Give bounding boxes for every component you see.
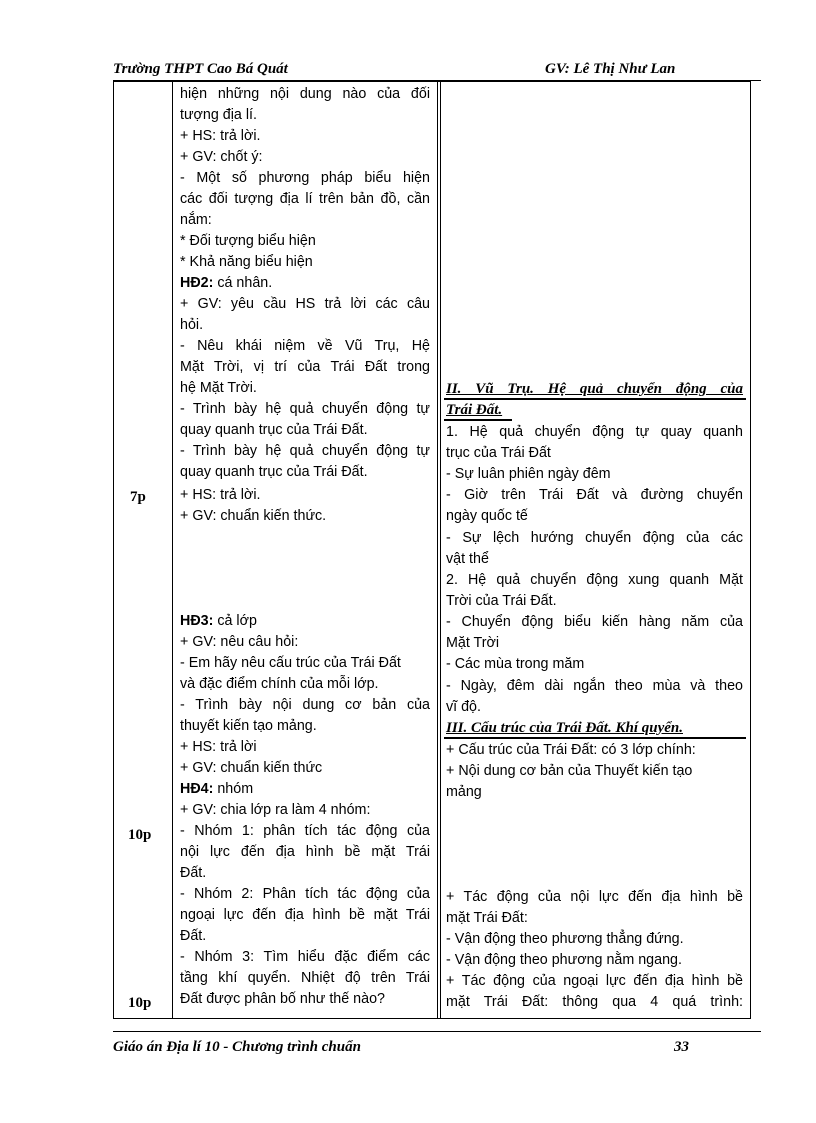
page-number: 33 <box>674 1039 689 1055</box>
column-divider-1 <box>172 82 173 1018</box>
content-line: - Sự lệch hướng chuyển động của các <box>446 530 743 546</box>
activity-line: - Trình bày hệ quả chuyển động tự <box>180 401 430 417</box>
header-teacher: GV: Lê Thị Như Lan <box>545 61 676 77</box>
activity-line: ngoại lực đến địa hình bề mặt Trái <box>180 907 430 923</box>
activity-line: hiện những nội dung nào của đối <box>180 86 430 102</box>
activity-line: quay quanh trục của Trái Đất. <box>180 422 368 438</box>
activity-line: + HS: trả lời. <box>180 128 261 144</box>
column-divider-2b <box>440 82 441 1018</box>
activity-heading-hd4 <box>180 779 430 800</box>
activity-line: và đặc điểm chính của mỗi lớp. <box>180 676 379 692</box>
activity-line: thuyết kiến tạo mảng. <box>180 718 317 734</box>
section-3-rule <box>444 737 746 739</box>
content-line: - Các mùa trong măm <box>446 656 585 672</box>
content-line: vật thể <box>446 551 489 567</box>
content-line: + Cấu trúc của Trái Đất: có 3 lớp chính: <box>446 742 696 758</box>
content-line: vĩ độ. <box>446 699 481 715</box>
activity-line: + GV: chốt ý: <box>180 149 263 165</box>
activity-line: - Trình bày nội dung cơ bản của <box>180 697 430 713</box>
activity-line: tầng khí quyển. Nhiệt độ trên Trái <box>180 970 430 986</box>
hd4-label: HĐ4: <box>180 781 214 797</box>
content-line: ngày quốc tế <box>446 508 528 524</box>
content-line: - Giờ trên Trái Đất và đường chuyển <box>446 487 743 503</box>
activity-line: + HS: trả lời <box>180 739 257 755</box>
activity-line: - Nhóm 2: Phân tích tác động của <box>180 886 430 902</box>
time-7p: 7p <box>130 489 146 505</box>
section-2-title-cont: Trái Đất. <box>446 402 503 418</box>
header-school: Trường THPT Cao Bá Quát <box>113 61 288 77</box>
activity-line: tượng địa lí. <box>180 107 257 123</box>
activity-line: + HS: trả lời. <box>180 487 261 503</box>
content-line: 2. Hệ quả chuyển động xung quanh Mặt <box>446 572 743 588</box>
content-line: + Tác động của nội lực đến địa hình bề <box>446 889 743 905</box>
activity-line: + GV: yêu cầu HS trả lời các câu <box>180 296 430 312</box>
hd2-text: cá nhân. <box>213 275 273 291</box>
content-line: Mặt Trời <box>446 635 500 651</box>
column-divider-2 <box>437 82 438 1018</box>
activity-line: quay quanh trục của Trái Đất. <box>180 464 368 480</box>
activity-heading-hd3 <box>180 611 430 632</box>
section-2-rule-b <box>444 419 512 421</box>
content-line: mặt Trái Đất: thông qua 4 quá trình: <box>446 994 743 1010</box>
section-3-title: III. Cấu trúc của Trái Đất. Khí quyển. <box>446 720 683 736</box>
activity-line: Mặt Trời, vị trí của Trái Đất trong <box>180 359 430 375</box>
content-line: 1. Hệ quả chuyển động tự quay quanh <box>446 424 743 440</box>
activity-line: Đất. <box>180 865 207 881</box>
content-line: - Vận động theo phương thẳng đứng. <box>446 931 684 947</box>
content-line: + Nội dung cơ bản của Thuyết kiến tạo <box>446 763 693 779</box>
content-line: trục của Trái Đất <box>446 445 551 461</box>
activity-line: hệ Mặt Trời. <box>180 380 257 396</box>
hd3-text: cả lớp <box>213 613 257 629</box>
content-line: - Sự luân phiên ngày đêm <box>446 466 611 482</box>
activity-heading-hd2 <box>180 273 430 294</box>
section-2-rule <box>444 398 746 400</box>
content-line: + Tác động của ngoại lực đến địa hình bề <box>446 973 743 989</box>
activity-line: + GV: chia lớp ra làm 4 nhóm: <box>180 802 371 818</box>
activity-line: * Đối tượng biểu hiện <box>180 233 316 249</box>
hd4-text: nhóm <box>213 781 254 797</box>
activity-line: Đất. <box>180 928 207 944</box>
content-line: Trời của Trái Đất. <box>446 593 557 609</box>
activity-line: + GV: nêu câu hỏi: <box>180 634 299 650</box>
activity-line: nội lực đến địa hình bề mặt Trái <box>180 844 430 860</box>
activity-line: * Khả năng biểu hiện <box>180 254 313 270</box>
activity-line: Đất được phân bố như thế nào? <box>180 991 385 1007</box>
footer-title: Giáo án Địa lí 10 - Chương trình chuẩn <box>113 1039 361 1055</box>
activity-line: hỏi. <box>180 317 204 333</box>
content-line: - Chuyển động biểu kiến hàng năm của <box>446 614 743 630</box>
activity-line: + GV: chuẩn kiến thức. <box>180 508 327 524</box>
hd3-label: HĐ3: <box>180 613 214 629</box>
activity-line: nắm: <box>180 212 212 228</box>
content-line: mảng <box>446 784 482 800</box>
activity-line: - Trình bày hệ quả chuyển động tự <box>180 443 430 459</box>
footer-rule <box>113 1031 761 1032</box>
content-line: - Ngày, đêm dài ngắn theo mùa và theo <box>446 678 743 694</box>
activity-line: các đối tượng địa lí trên bản đồ, cần <box>180 191 430 207</box>
activity-line: + GV: chuẩn kiến thức <box>180 760 323 776</box>
time-10p-b: 10p <box>128 995 152 1011</box>
activity-line: - Em hãy nêu cấu trúc của Trái Đất <box>180 655 401 671</box>
hd2-label: HĐ2: <box>180 275 214 291</box>
activity-line: - Nhóm 3: Tìm hiểu đặc điểm các <box>180 949 430 965</box>
time-10p-a: 10p <box>128 827 152 843</box>
activity-line: - Một số phương pháp biểu hiện <box>180 170 430 186</box>
content-line: - Vận động theo phương nằm ngang. <box>446 952 682 968</box>
activity-line: - Nêu khái niệm về Vũ Trụ, Hệ <box>180 338 430 354</box>
section-2-title: II. Vũ Trụ. Hệ quả chuyển động của <box>446 381 743 397</box>
activity-line: - Nhóm 1: phân tích tác động của <box>180 823 430 839</box>
content-line: mặt Trái Đất: <box>446 910 528 926</box>
